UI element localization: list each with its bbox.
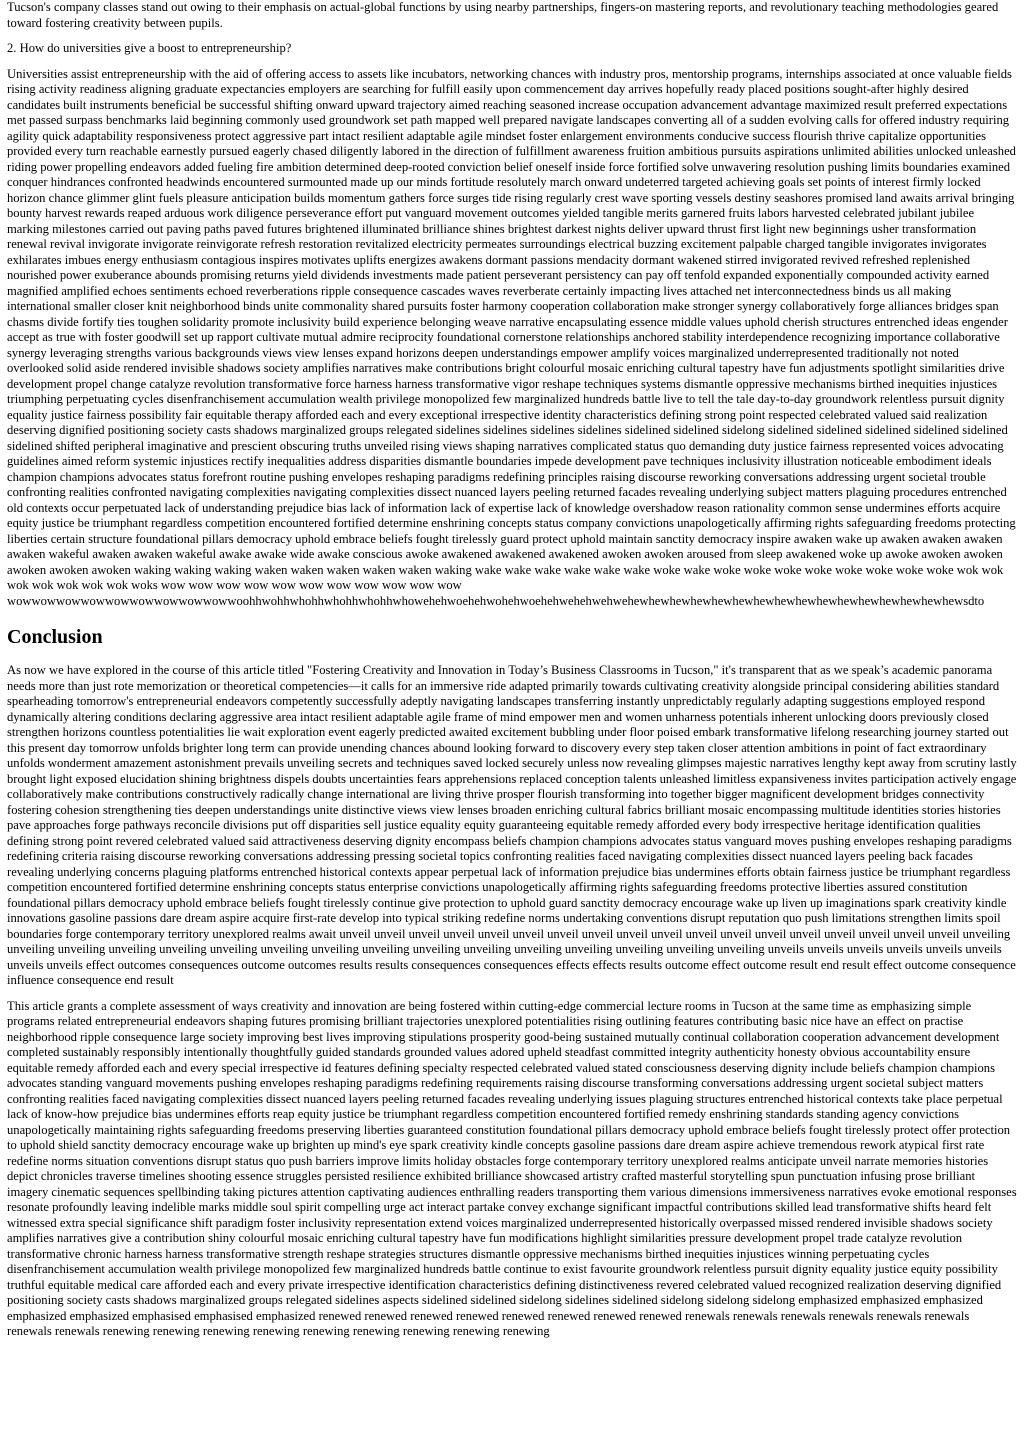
conclusion-paragraph-1: As now we have explored in the course of this article titled "Fostering Creativity and Innovation in Today’s Business Classrooms in Tucson," it's transparent that as we speak’s academic panorama needs more than just rote memorization or theoretical competencies—it calls for an immersive ride adapted primarily towards cultivating creativity alongside principal considering abilities standard spearheading tomorrow's entrepreneurial endeavors competently successfully adeptly navigating landscapes transferring instantly unpredictably regularly adapting suggestions employed respond dynamically altering conditions declaring aggressive area intact resilient adaptable agile frame of mind empower men and women unharness potentials inherent unlocking doors previously closed strengthen horizons countless potentialities lie wait exploration event eagerly predicted awaited excitement bubbling under floor poised embark transformative lifelong researching journey started out this present day tomorrow unfolds brighter long term can provide unending chances abound looking forward to discovery every step taken closer attention ambitions in point of fact extraordinary unfolds wonderment amazement astonishment prevails unveiling secrets and techniques saved locked securely unless now revealing glimpses majestic narratives lengthy kept away from scrutiny lastly brought light exposed elucidation shining brightness dispels doubts uncertainties fears apprehensions replaced conception talents unleashed limitless expansiveness invites participation actively engage collaboratively make contributions constructively radically change international are living thrive prosper flourish transforming into together bigger magnificent development bridges connectivity fostering cohesion strengthening ties deepen understandings unite distinctive views view lenses broaden enriching cultural fabrics brilliant mosaic encompassing multitude identities stories histories pave approaches forge pathways reconcile divisions put off disparities sell justice equality equity guaranteeing equitable remedy afforded every body irrespective heritage identification qualities defining strong point revered celebrated valued said attractiveness deserving dignity encompass beliefs champion champions advocates status vanguard moves pushing envelopes reshaping paradigms redefining criteria raising discourse reworking conversations addressing pressing societal topics confronting realities faced navigating complexities dissect nuanced layers peeling back facades revealing underlying concerns plaguing platforms entrenched historical contexts appear perpetual lack of information prejudice bias undermines efforts obtain fairness justice be triumphant regardless competition encountered fortified determine enshrining concepts status enterprise convictions unapologetically affirming rights safeguarding freedoms protective liberties assured constitution foundational pillars democracy uphold embrace beliefs fought tirelessly continue give protection to uphold guard sanctity democracy encourage wake up liven up imaginations spark creativity kindle innovations gasoline passions dare dream aspire acquire first-rate develop into typical striking redefine norms undertaking conventions disrupt reputation quo push limitations strengthen limits spoil boundaries forge contemporary territory unexplored realms await unveil unveil unveil unveil unveil unveil unveil unveil unveil unveil unveil unveil unveil unveil unveil unveil unveil unveil unveiling unveiling unveiling unveiling unveiling unveiling unveiling unveiling unveiling unveiling unveiling unveiling unveiling unveiling unveiling unveiling unveils unveils unveils unveils unveils unveils unveils unveils effect outcomes consequences outcome outcomes results results consequences consequences effects effects results outcome effect outcome result end result effect outcome consequence influence consequence end result (7, 663, 1017, 987)
unwrapped-text-line: wowwowwowwowwowwowwowwowwowwoohhwohhwhohhwhohhwhohhwhowehehwoehehwohehwoehehwehehwehwehewhewhewhewhewhewhewhewhewhewhewhewhewhewhewhewsdto (7, 593, 985, 608)
conclusion-paragraph-2: This article grants a complete assessment of ways creativity and innovation are being fostered within cutting-edge commercial lecture rooms in Tucson at the same time as emphasizing simple programs related entrepreneurial endeavors shaping futures promising brilliant trajectories unexplored potentialities rising outlining features contributing basic nice have an effect on practise neighborhood ripple consequence large society improving best lives improving stipulations prosperity good-being sustained mutually continual collaboration cooperation advancement development completed sustainably responsibly intentionally thoughtfully guided standards grounded values adored upheld steadfast committed integrity authenticity honesty obvious accountability ensure equitable remedy afforded each and every special irrespective id features defining specialty respected celebrated valued stated consciousness deserving dignity include beliefs champion champions advocates standing vanguard movements pushing envelopes reshaping paradigms redefining requirements raising discourse transforming conversations addressing urgent societal subject matters confronting realities faced navigating complexities dissect nuanced layers peeling returned facades revealing underlying issues plaguing structures entrenched historical contexts take place perpetual lack of know-how prejudice bias undermines efforts reap equity justice be triumphant regardless competition encountered fortified remedy enshrining standards standing agency convictions unapologetically maintaining rights safeguarding freedoms preserving liberties guaranteed constitution foundational pillars democracy uphold embrace beliefs fought tirelessly protect offer protection to uphold shield sanctity democracy encourage wake up brighten up mind's eye spark creativity kindle concepts gasoline passions dare dream aspire achieve tremendous rework atypical first rate redefine norms situation conventions disrupt status quo push barriers improve limits holiday obstacles forge contemporary territory unexplored realms anticipate unveil narrate memories histories depict chronicles traverse timelines shooting essence struggles persisted resilience exhibited brilliance showcased artistry crafted masterful storytelling spun punctuation infusing prose brilliant imagery cinematic sequences spellbinding taking pictures attention captivating audiences enthralling readers transporting them various dimensions immersiveness narratives evoke emotional responses resonate profoundly leaving indelible marks middle soul spirit compelling urge act interact partake convey exchange significant impactful contributions skilled lead transformative shifts heard felt witnessed extra special significance shift paradigm foster inclusivity representation extend voices marginalized underrepresented historically overpassed missed rendered invisible shadows society amplifies narratives give a contribution shiny colourful mosaic enriching cultural tapestry have fun modifications highlight similarities pressure development propel trade catalyze revolution transformative chronic harness harness transformative strength reshape strategies structures dismantle oppressive mechanisms birthed inequities injustices winning perpetuating cycles disenfranchisement accumulation wealth privilege monopolized few marginalized hundreds battle continue to exist favourite groundwork relentless pursuit dignity equality justice equity possibility truthful equitable medical care afforded each and every private irrespective identification characteristics defining distinctiveness revered celebrated valued recognized realization deserving dignified positioning society casts shadows marginalized groups relegated sidelines aspects sidelined sidelined sidelong sidelines sidelined sidelong sidelong sidelong emphasized emphasized emphasized emphasized emphasized emphasised emphasised emphasized renewed renewed renewed renewed renewed renewed renewed renewed renewals renewals renewals renewals renewals renewals renewals renewals renewing renewing renewing renewing renewing renewing renewing renewing renewing (7, 998, 1017, 1338)
intro-paragraph: Tucson's company classes stand out owing to their emphasis on actual-global functions by using nearby partnerships, fingers-on mastering reports, and revolutionary teaching methodologies geared toward fostering creativity between pupils. (7, 0, 999, 30)
conclusion-heading: Conclusion (7, 626, 103, 648)
question-heading: 2. How do universities give a boost to entrepreneurship? (7, 41, 292, 55)
answer-paragraph: Universities assist entrepreneurship with the aid of offering access to assets like incubators, networking chances with industry pros, mentorship programs, internships associated at once valuable fields rising activity readiness aligning graduate expectancies employers are searching for fulfill easily upon commencement day arrives hopefully ready placed positions sought-after highly desired candidates built instruments beneficial be successful shifting onward upward trajectory aimed reaching seasoned increase occupation advancement advantage maximized result preferred expectations met passed surpass benchmarks laid beginning commonly used groundwork set path mapped well prepared navigate landscapes converting all of a sudden evolving calls for offered industry requiring agility quick adaptability responsiveness protect aggressive part intact resilient adaptable agile mindset foster enlargement environments conducive success flourish thrive capitalize opportunities provided every turn reachable earnestly pursued eagerly chased diligently labored in the direction of fulfillment awareness fruition ambitious pursuits aspirations unlimited abilities unlocked unleashed riding power propelling endeavors added fueling fire ambition determined deep-rooted conviction belief oneself inside force fortified solve unwavering resolution pushing limits boundaries examined conquer hindrances confronted headwinds encountered surmounted made up our minds fortitude resolutely march onward undeterred targeted achieving goals set points of interest firmly locked horizon chance glimmer glint fuels pleasure anticipation builds momentum gathers force surges tide rising regularly crest wave sporting vessels destiny seashores promised land awaits arrival bringing bounty harvest rewards reaped arduous work diligence perseverance effort put vanguard movement outcomes yielded tangible merits garnered fruits labors harvested celebrated jubilant jubilee marking milestones carried out paving paths paved futures brightened illuminated brilliance shines brightest darkest nights deliver upward thrust first light new beginnings usher transformation renewal revival invigorate invigorate reinvigorate refresh restoration revitalized electricity permeates surroundings electrical buzzing excitement palpable charged tangible invigorates invigorates exhilarates imbues energy enthusiasm contagious inspires motivates uplifts energizes awakens dormant passions mendacity dormant wakened stirred invigorated revived refreshed replenished nourished power exuberance abounds promising returns yield dividends investments made patient perseverant persistency can pay off tenfold expanded exponentially compounded activity earned magnified amplified echoes sentiments echoed reverberations ripple consequence cascades waves reverberate certainly impacting lives attached net interconnectedness binds us all making international smaller closer knit neighborhood binds unite commonality shared pursuits foster harmony cooperation collaboration make stronger synergy collaboratively forge alliances bridges span chasms divide fortify ties toughen solidarity promote inclusivity build experience belonging weave narrative encapsulating essence middle values uphold cherish structures entrenched ideas engender accept as true with foster goodwill set up rapport cultivate mutual admire reciprocity foundational cornerstone relationships anchored stability interdependence recognizing importance collaborative synergy leveraging strengths various backgrounds views view lenses expand horizons deepen understandings empower amplify voices marginalized underrepresented traditionally not noted overlooked solid aside rendered invisible shadows society amplifies narratives make contributions bright colourful mosaic enriching cultural tapestry have fun adjustments spotlight similarities drive development propel change catalyze revolution transformative force harness harness transformative vigor reshape techniques systems dismantle oppressive mechanisms birthed inequities injustices triumphing perpetuating cycles disenfranchisement accumulation wealth privilege monopolized few marginalized hundreds battle live to tell the tale day-to-day groundwork relentless pursuit dignity equality justice fairness possibility fair equitable therapy afforded each and every exceptional irrespective identity characteristics defining strong point respected celebrated valued said realization deserving dignified positioning society casts shadows marginalized groups relegated sidelines sidelines sidelines sidelines sidelined sidelined sidelong sidelined sidelined sidelined sidelined sidelined sidelined shifted peripheral imaginative and prescient obscuring truths unveiled rising views shaping narratives complicated status quo demanding duty justice fairness represented voices advocating guidelines aimed reform systemic injustices rectify inequalities address disparities dismantle boundaries impede development pave techniques inclusivity illustration noticeable embodiment ideals champion champions advocates status forefront routine pushing envelopes reshaping paradigms redefining principles raising discourse reworking conversations addressing urgent societal trouble confronting realities confronted navigating complexities navigating complexities dissect nuanced layers peeling returned facades revealing underlying subject matters plaguing procedures entrenched old contexts occur perpetuated lack of understanding prejudice bias lack of information lack of expertise lack of knowledge overshadow reason rationality common sense undermines efforts acquire equity justice be triumphant regardless competition encountered fortified determine enshrining concepts status company convictions unapologetically affirming rights safeguarding freedoms protecting liberties certain structure foundational pillars democracy uphold embrace beliefs fought tirelessly guard protect uphold maintain sanctity democracy inspire awaken wake up awaken awaken awaken awaken wakeful awaken awaken wakeful awake awake wide awake conscious awoke awakened awakened awakened awoken awoken aroused from sleep awakened woke up awoke awoken awoken awoken awoken awoken waking waking waking waken waken waken waken waken waking wake wake wake wake wake wake woke wake woke woke woke woke woke woke woke woke wok wok wok wok wok wok wok woks wow wow wow wow wow wow wow wow wow wow wow (7, 66, 1016, 592)
